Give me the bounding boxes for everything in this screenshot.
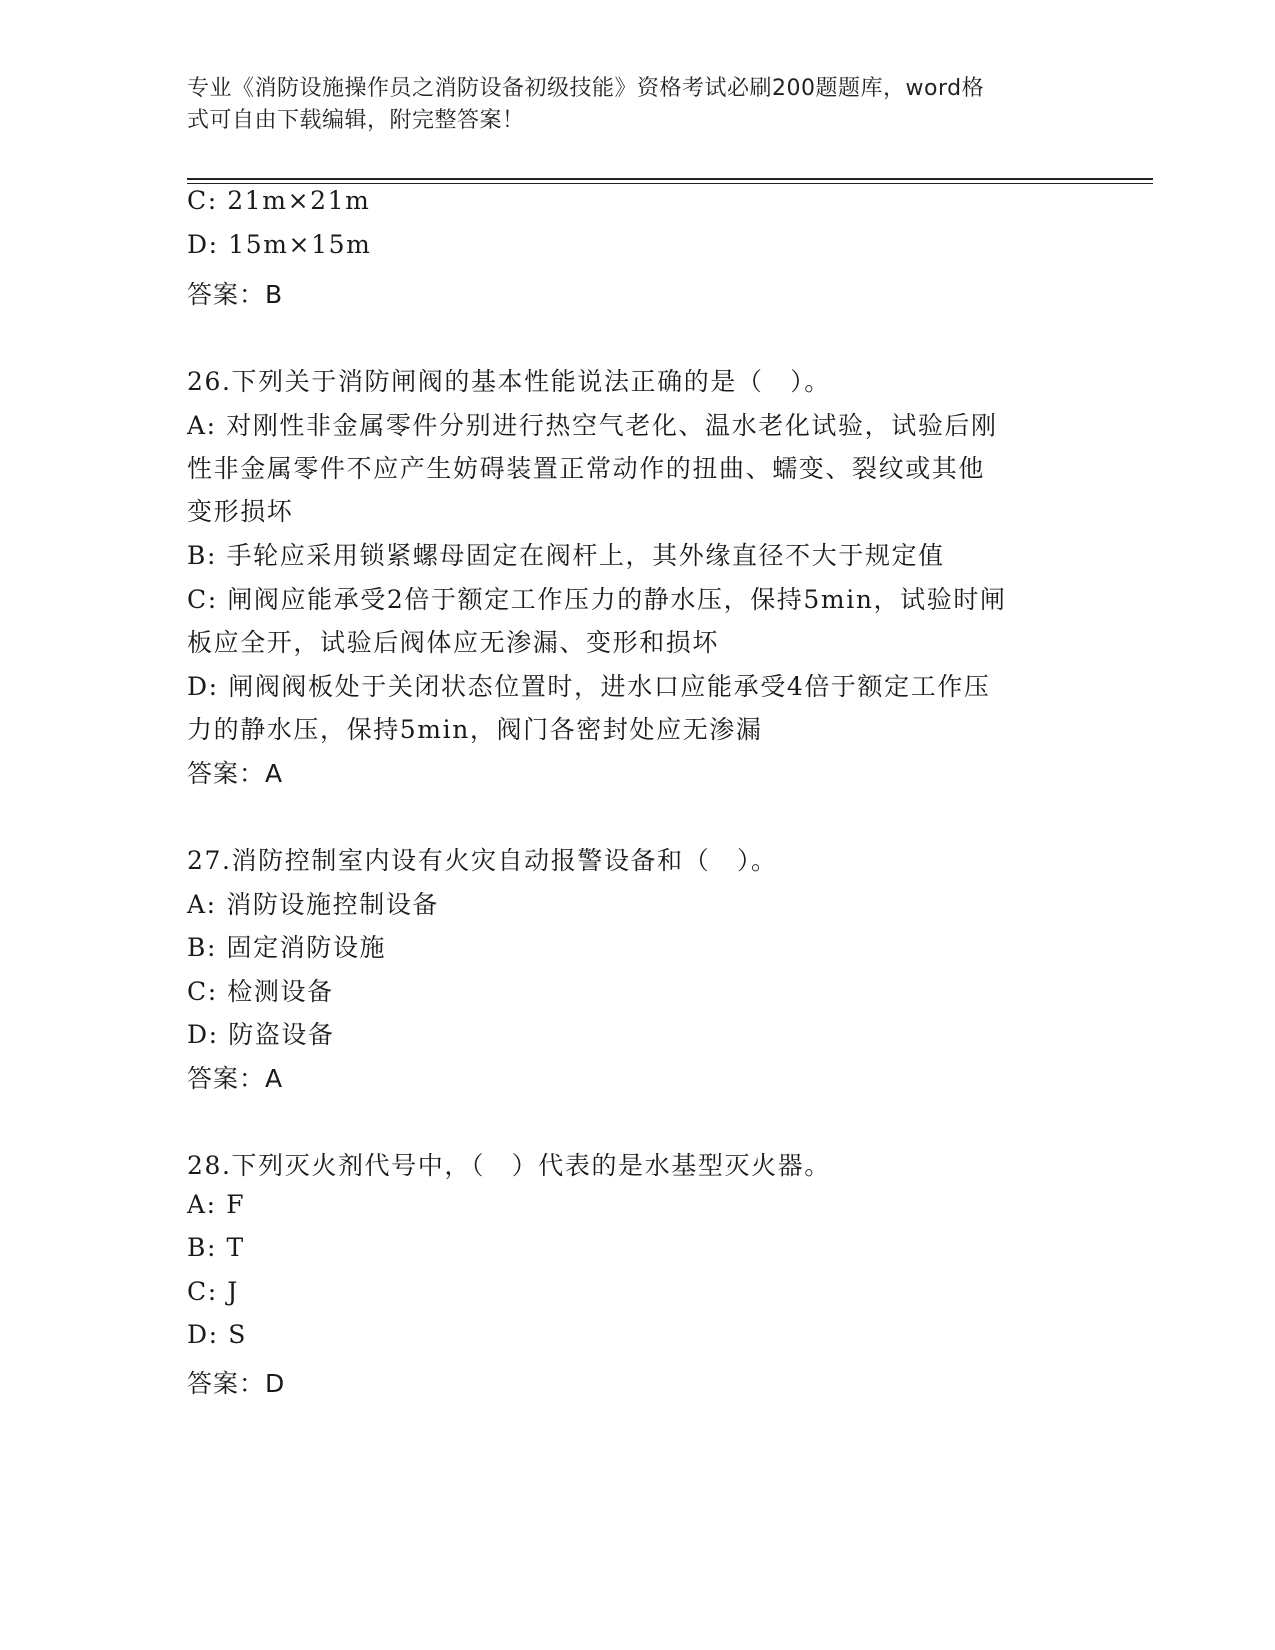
q27-option-d: D: 防盗设备 (187, 1020, 335, 1049)
q28-answer: 答案：D (187, 1369, 286, 1398)
q26-option-a-line-1: A: 对刚性非金属零件分别进行热空气老化、温水老化试验，试验后刚 (187, 411, 998, 440)
prev-answer: 答案：B (187, 280, 284, 309)
q27-option-b: B: 固定消防设施 (187, 933, 387, 962)
q27-option-c: C: 检测设备 (187, 977, 334, 1006)
q26-option-a-line-2: 性非金属零件不应产生妨碍装置正常动作的扭曲、蠕变、裂纹或其他 (187, 454, 986, 483)
q27-question: 27.消防控制室内设有火灾自动报警设备和（ ）。 (187, 846, 778, 875)
q26-option-a-line-3: 变形损坏 (187, 497, 294, 526)
q28-option-b: B: T (187, 1233, 245, 1262)
q28-option-a: A: F (187, 1190, 246, 1219)
q26-option-d-line-1: D: 闸阀阀板处于关闭状态位置时，进水口应能承受4倍于额定工作压 (187, 672, 991, 701)
q27-option-a: A: 消防设施控制设备 (187, 890, 440, 919)
prev-option-d: D: 15m×15m (187, 230, 372, 259)
header-divider-thick (187, 178, 1153, 180)
header-line-1: 专业《消防设施操作员之消防设备初级技能》资格考试必刷200题题库，word格 (187, 76, 985, 101)
q26-answer: 答案：A (187, 759, 284, 788)
header-divider-thin (187, 183, 1153, 184)
prev-option-c: C: 21m×21m (187, 186, 371, 215)
q28-question: 28.下列灭火剂代号中，（ ）代表的是水基型灭火器。 (187, 1151, 831, 1180)
q26-option-b: B: 手轮应采用锁紧螺母固定在阀杆上，其外缘直径不大于规定值 (187, 541, 945, 570)
q28-option-c: C: J (187, 1277, 239, 1306)
document-header (187, 73, 1067, 137)
q26-option-c-line-2: 板应全开，试验后阀体应无渗漏、变形和损坏 (187, 628, 720, 657)
q26-option-c-line-1: C: 闸阀应能承受2倍于额定工作压力的静水压，保持5min，试验时闸 (187, 585, 1007, 614)
q28-option-d: D: S (187, 1320, 247, 1349)
q27-answer: 答案：A (187, 1064, 284, 1093)
q26-option-d-line-2: 力的静水压，保持5min，阀门各密封处应无渗漏 (187, 715, 763, 744)
q26-question: 26.下列关于消防闸阀的基本性能说法正确的是（ ）。 (187, 367, 831, 396)
header-line-2: 式可自由下载编辑，附完整答案！ (187, 108, 525, 133)
